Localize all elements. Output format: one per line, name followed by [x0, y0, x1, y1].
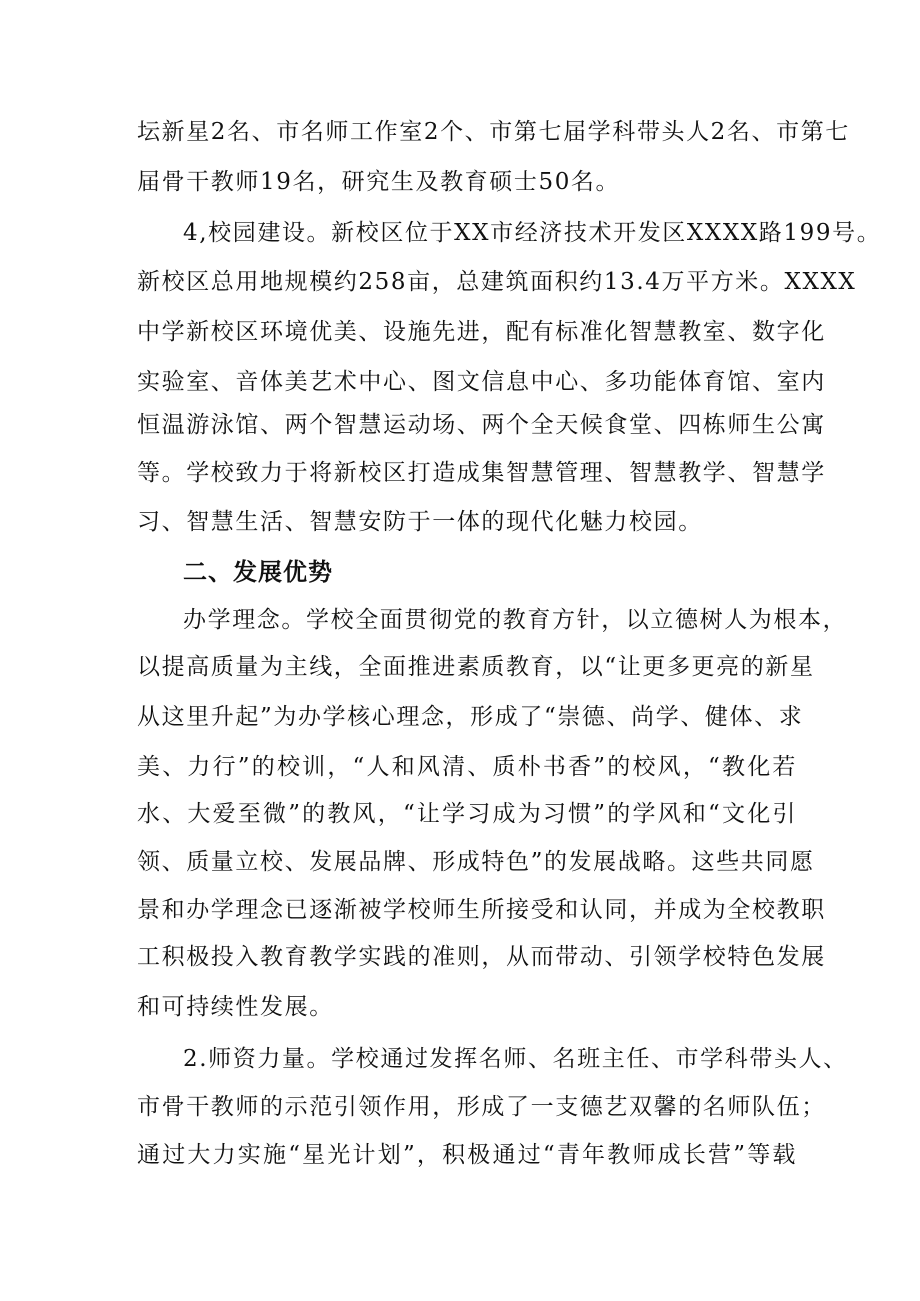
text-line: 领、质量立校、发展品牌、形成特色”的发展战略。这些共同愿 [137, 849, 815, 875]
text-line: 4,校园建设。新校区位于XX市经济技术开发区XXXX路199号。 [183, 220, 882, 246]
text-line: 习、智慧生活、智慧安防于一体的现代化魅力校园。 [137, 509, 703, 535]
text-line: 恒温游泳馆、两个智慧运动场、两个全天候食堂、四栋师生公寓 [137, 412, 826, 438]
section-heading: 二、发展优势 [183, 558, 333, 586]
text-line: 以提高质量为主线，全面推进素质教育，以“让更多更亮的新星 [137, 654, 815, 680]
text-line: 市骨干教师的示范引领作用，形成了一支德艺双馨的名师队伍； [137, 1094, 826, 1120]
text-line: 工积极投入教育教学实践的准则，从而带动、引领学校特色发展 [137, 944, 826, 970]
text-line: 2.师资力量。学校通过发挥名师、名班主任、市学科带头人、 [183, 1046, 848, 1072]
text-line: 新校区总用地规模约258亩，总建筑面积约13.4万平方米。XXXX [137, 269, 857, 295]
text-line: 实验室、音体美艺术中心、图文信息中心、多功能体育馆、室内 [137, 369, 826, 395]
text-line: 通过大力实施“星光计划”，积极通过“青年教师成长营”等载 [137, 1142, 797, 1168]
text-line: 等。学校致力于将新校区打造成集智慧管理、智慧教学、智慧学 [137, 460, 826, 486]
text-line: 和可持续性发展。 [137, 994, 334, 1020]
text-line: 水、大爱至微”的教风，“让学习成为习惯”的学风和“文化引 [137, 801, 797, 827]
text-line: 办学理念。学校全面贯彻党的教育方针，以立德树人为根本， [183, 607, 848, 633]
text-line: 从这里升起”为办学核心理念，形成了“崇德、尚学、健体、求 [137, 704, 804, 730]
text-line: 坛新星2名、市名师工作室2个、市第七届学科带头人2名、市第七 [137, 119, 850, 145]
text-line: 届骨干教师19名，研究生及教育硕士50名。 [137, 169, 621, 195]
text-line: 美、力行”的校训，“人和风清、质朴书香”的校风，“教化若 [137, 754, 797, 780]
text-line: 中学新校区环境优美、设施先进，配有标准化智慧教室、数字化 [137, 319, 826, 345]
text-line: 景和办学理念已逐渐被学校师生所接受和认同，并成为全校教职 [137, 897, 826, 923]
